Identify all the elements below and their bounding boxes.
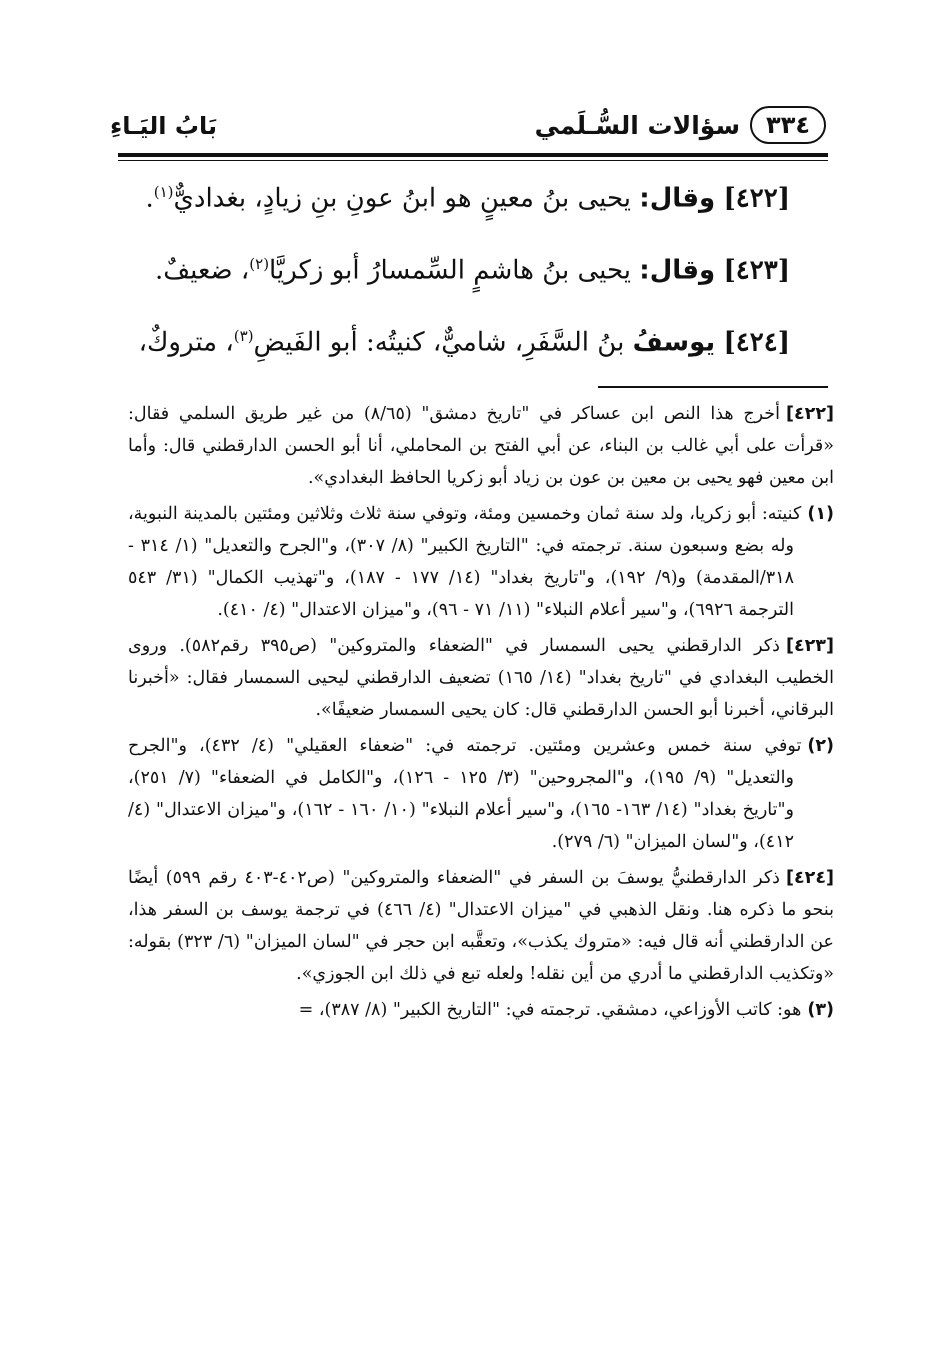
footnote-text: توفي سنة خمس وعشرين ومئتين. ترجمته في: "ضعفاء العقيلي" (٤/ ٤٣٢)، و"الجرح والتعديل" (٩/ ١٩٥)، و"المجروحين" (٣/ ١٢٥ - ١٢٦)، و"الكامل في الضعفاء" (٧/ ٢٥١)، و"تاريخ بغداد" (١٤/ ١٦٣- ١٦٥)، و"سير أعلام النبلاء" (١٠/ ١٦٠ - ١٦٢)، و"ميزان الاعتدال" (٤/ ٤١٢)، و"لسان الميزان" (٦/ ٢٧٩). <box>128 736 802 852</box>
footnote-tag: [٤٢٣] <box>785 636 834 656</box>
chapter-title: بَابُ اليَـاءِ <box>110 112 218 140</box>
footnote-2 <box>128 730 834 858</box>
footnote-tag: [٤٢٢] <box>785 404 835 424</box>
entry-tail: . <box>145 183 154 214</box>
footnote-3 <box>128 994 834 1026</box>
footnote-422 <box>128 398 834 494</box>
footnote-423 <box>128 630 834 726</box>
footnote-tag: (٢) <box>807 736 834 756</box>
footnote-tag: (٣) <box>807 1000 834 1020</box>
footnote-text: كنيته: أبو زكريا، ولد سنة ثمان وخمسين ومئة، وتوفي سنة ثلاث وثلاثين ومئتين بالمدينة النبوية، وله بضع وسبعون سنة. ترجمته في: "التاريخ الكبير" (٨/ ٣٠٧)، و"الجرح والتعديل" (١/ ٣١٤ - ٣١٨/المقدمة) و(٩/ ١٩٢)، و"تاريخ بغداد" (١٤/ ١٧٧ - ١٨٧)، و"تهذيب الكمال" (٣١/ ٥٤٣ الترجمة ٦٩٢٦)، و"سير أعلام النبلاء" (١١/ ٧١ - ٩٦)، و"ميزان الاعتدال" (٤/ ٤١٠). <box>128 504 802 620</box>
entry-423 <box>150 244 790 291</box>
footnote-text: ذكر الدارقطنيُّ يوسفَ بن السفر في "الضعفاء والمتروكين" (ص٤٠٢-٤٠٣ رقم ٥٩٩) أيضًا بنحو ما ذكره هنا. ونقل الذهبي في "ميزان الاعتدال" (٤/ ٤٦٦) في ترجمة يوسف بن السفر هذا، عن الدارقطني أنه قال فيه: «متروك يكذب»، وتعقَّبه ابن حجر في "لسان الميزان" (٦/ ٣٢٣) بقوله: «وتكذيب الدارقطني ما أدري من أين نقله! ولعله تبع في ذلك ابن الجوزي». <box>128 868 834 984</box>
footnote-text: هو: كاتب الأوزاعي، دمشقي. ترجمته في: "التاريخ الكبير" (٨/ ٣٨٧)، = <box>298 1000 802 1020</box>
entry-number: [٤٢٤] <box>723 327 790 358</box>
header-right <box>535 106 826 144</box>
entry-tail: ، متروكٌ، <box>138 327 234 358</box>
footnote-ref: (١) <box>153 183 174 201</box>
header-rule-thin <box>118 160 828 161</box>
entry-text: بنُ السَّفَرِ، شاميٌّ، كنيتُه: أبو الفَيضِ <box>253 327 625 358</box>
entry-number: [٤٢٢] <box>723 183 790 214</box>
footnotes <box>128 398 834 1030</box>
footnote-ref: (٢) <box>249 255 270 273</box>
footnote-424 <box>128 862 834 990</box>
entry-text: يحيى بنُ هاشمٍ السِّمسارُ أبو زكريَّا <box>269 255 632 286</box>
entry-424 <box>138 316 790 363</box>
entry-lead: وقال: <box>639 255 716 286</box>
footnote-tag: (١) <box>807 504 834 524</box>
page-number: ٣٣٤ <box>750 106 826 144</box>
footnote-text: ذكر الدارقطني يحيى السمسار في "الضعفاء والمتروكين" (ص٣٩٥ رقم٥٨٢). وروى الخطيب البغدادي في "تاريخ بغداد" (١٤/ ١٦٥) تضعيف الدارقطني ليحيى السمسار فقال: «أخبرنا البرقاني، أخبرنا أبو الحسن الدارقطني قال: كان يحيى السمسار ضعيفًا». <box>128 636 835 720</box>
footnote-separator <box>598 386 828 388</box>
footnote-ref: (٣) <box>233 327 254 345</box>
entry-lead: وقال: <box>639 183 716 214</box>
footnote-1 <box>128 498 834 626</box>
entry-number: [٤٢٣] <box>723 255 790 286</box>
footnote-text: أخرج هذا النص ابن عساكر في "تاريخ دمشق" (٨/٦٥) من غير طريق السلمي فقال: «قرأت على أبي غالب بن البناء، عن أبي الفتح بن المحاملي، أنا أبو الحسن الدارقطني قال: وأما ابن معين فهو يحيى بن معين بن عون بن زياد أبو زكريا الحافظ البغدادي». <box>128 404 834 488</box>
footnote-tag: [٤٢٤] <box>785 868 834 888</box>
page-header <box>110 102 826 150</box>
entry-text: يحيى بنُ معينٍ هو ابنُ عونِ بنِ زيادٍ، بغداديٌّ <box>173 183 632 214</box>
entry-422 <box>145 172 790 219</box>
entry-lead: يوسفُ <box>632 327 716 358</box>
entry-tail: ، ضعيفٌ. <box>154 255 250 286</box>
book-title: سؤالات السُّـلَمي <box>534 110 741 140</box>
header-rule-thick <box>118 153 828 157</box>
